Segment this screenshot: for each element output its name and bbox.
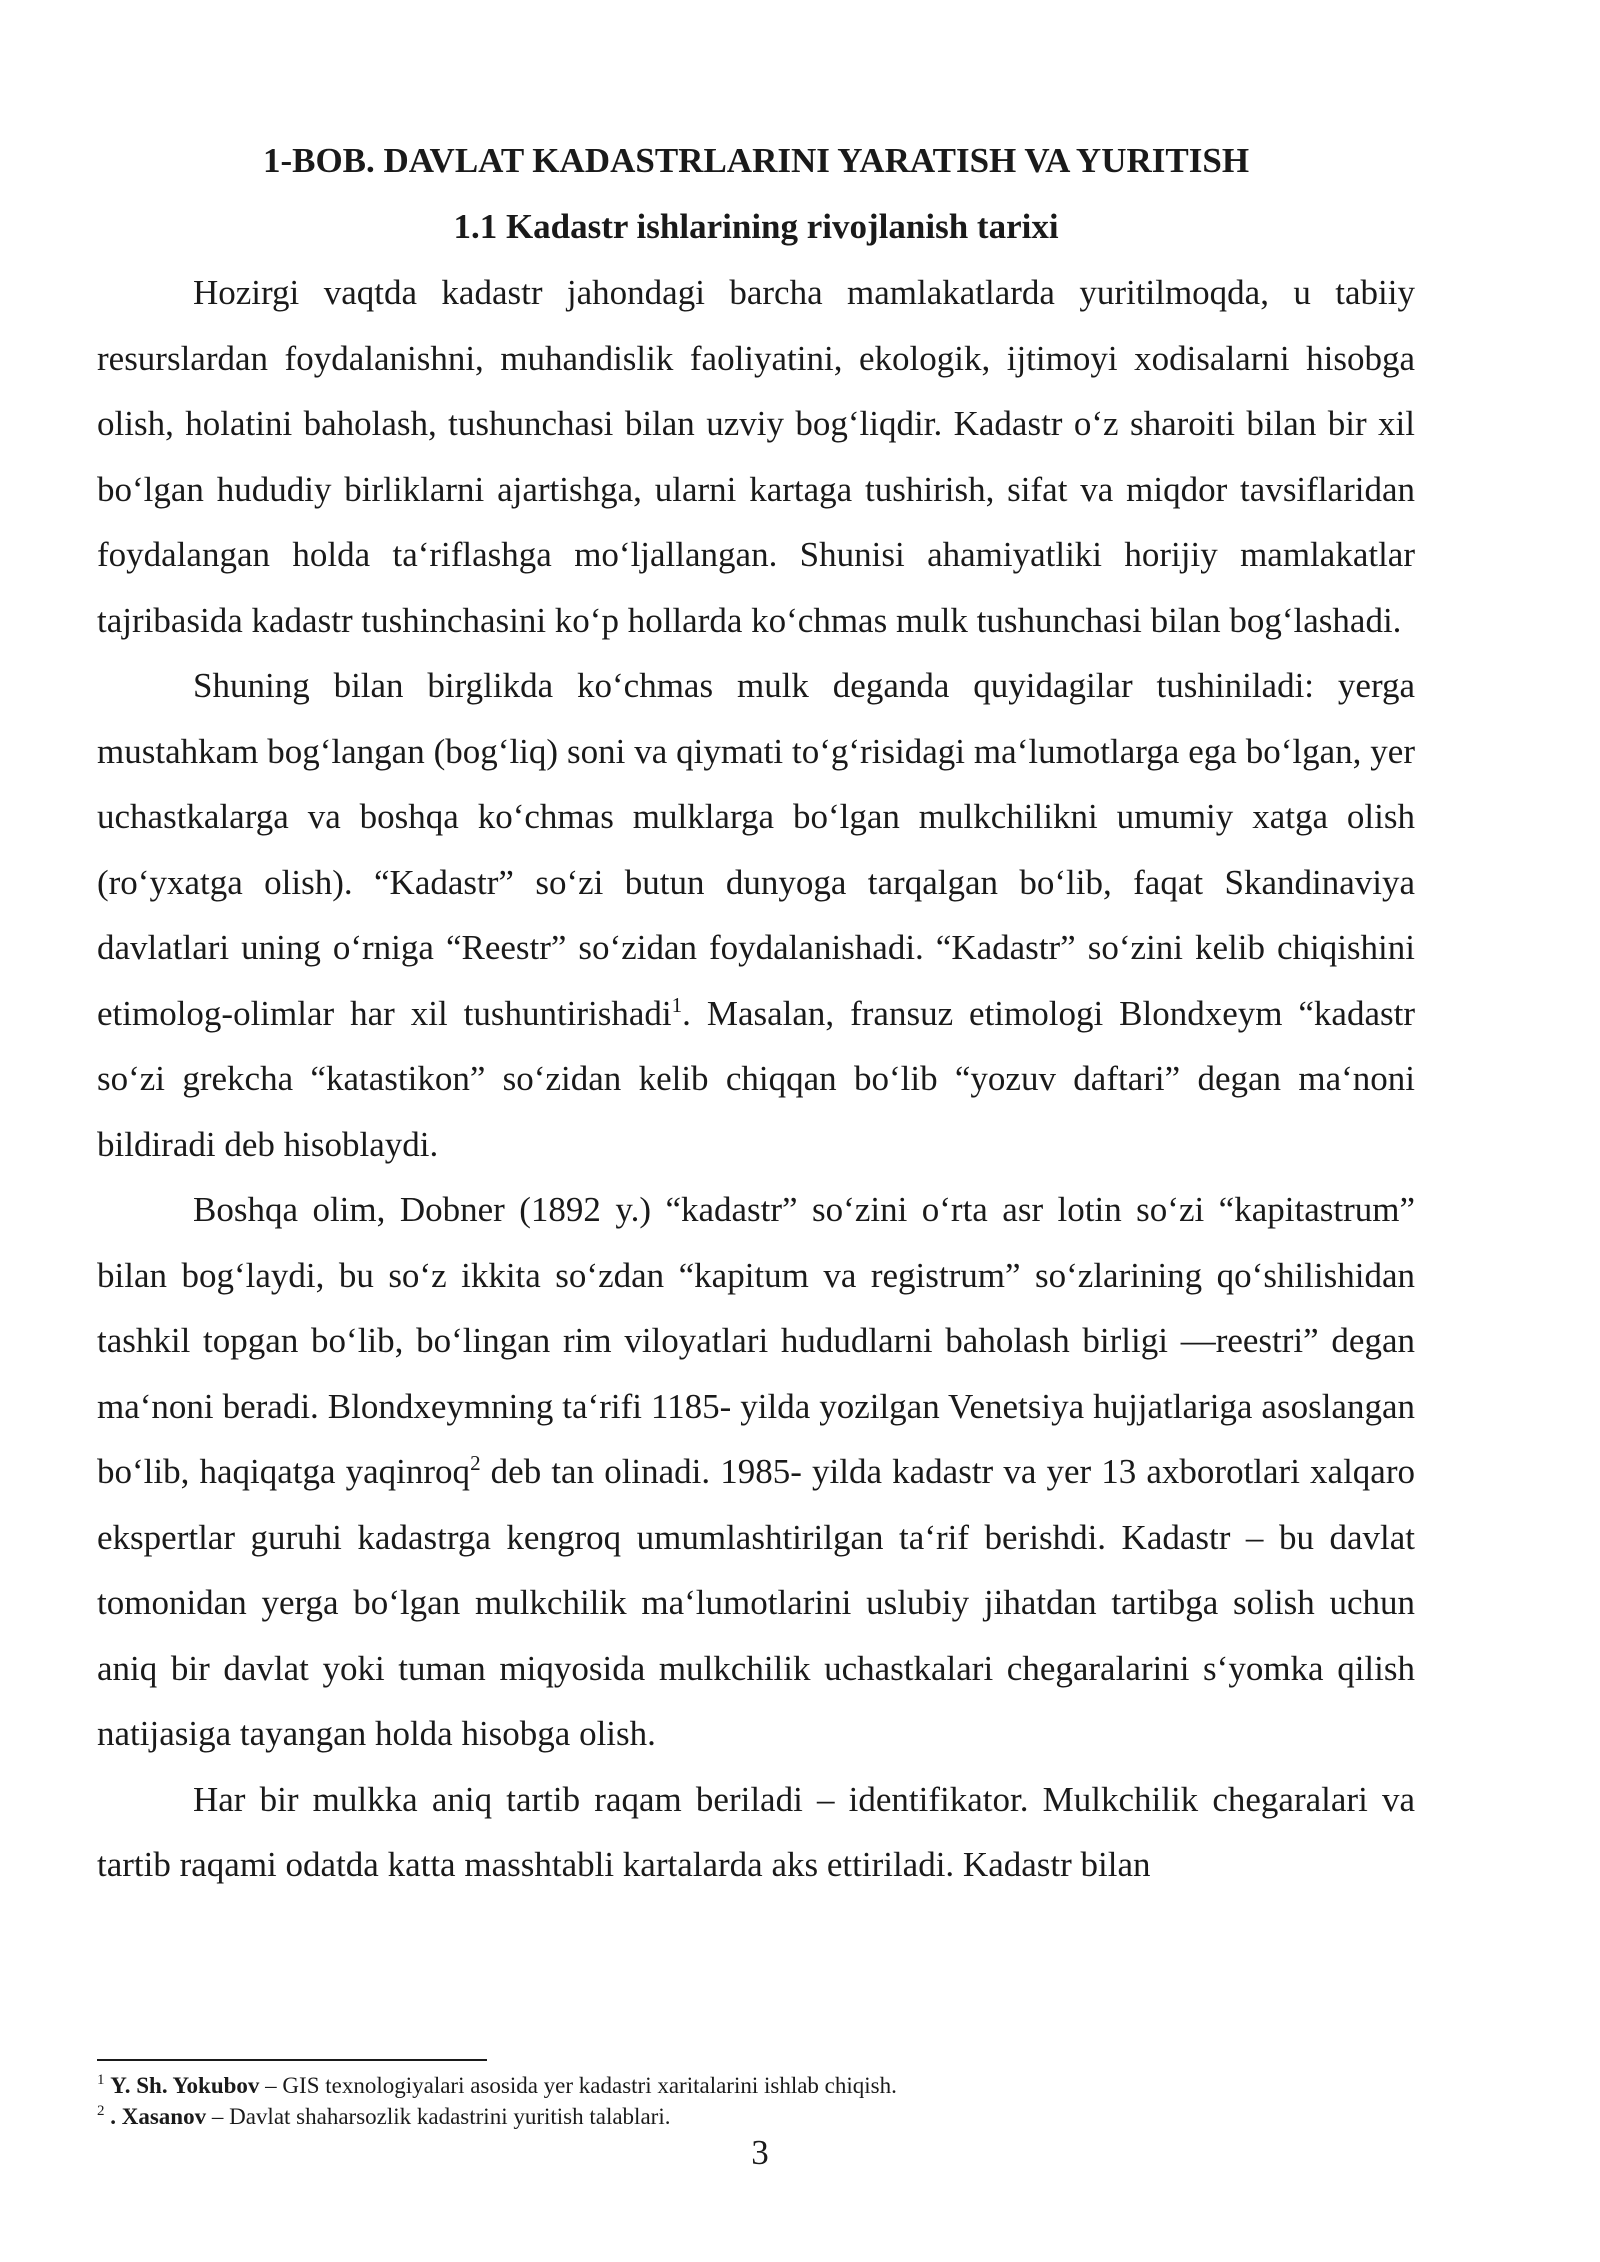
footnote-author-1: Y. Sh. Yokubov: [110, 2073, 260, 2098]
footnote-mark-2: 2: [97, 2103, 105, 2119]
paragraph-2: [97, 653, 1415, 1177]
paragraph-1: Hozirgi vaqtda kadastr jahondagi barcha mamlakatlarda yuritilmoqda, u tabiiy resurslardan foydalanishni, muhandislik faoliyatini, ekologik, ijtimoyi xodisalarni hisobga olish, holatini baholash, tushunchasi bilan uzviy bog‘liqdir. Kadastr o‘z sharoiti bilan bir xil bo‘lgan hududiy birliklarni ajartishga, ularni kartaga tushirish, sifat va miqdor tavsiflaridan foydalangan holda ta‘riflashga mo‘ljallangan. Shunisi ahamiyatliki horijiy mamlakatlar tajribasida kadastr tushinchasini ko‘p hollarda ko‘chmas mulk tushunchasi bilan bog‘lashadi.: [97, 273, 1415, 640]
paragraph-3-text-b: deb tan olinadi. 1985- yilda kadastr va yer 13 axborotlari xalqaro ekspertlar guruhi kadastrga kengroq umumlashtirilgan ta‘rif berishdi. Kadastr – bu davlat tomonidan yerga bo‘lgan mulkchilik ma‘lumotlarini uslubiy jihatdan tartibga solish uchun aniq bir davlat yoki tuman miqyosida mulkchilik uchastkalari chegaralarini s‘yomka qilish natijasiga tayangan holda hisobga olish.: [97, 1452, 1416, 1753]
footnote-text-2: – Davlat shaharsozlik kadastrini yuritish talablari.: [206, 2104, 671, 2129]
section-title: 1.1 Kadastr ishlarining rivojlanish tarixi: [453, 207, 1059, 246]
footnote-ref-2[interactable]: 2: [470, 1451, 481, 1475]
footnote-divider: [97, 2059, 487, 2061]
footnotes: [97, 2070, 1415, 2132]
page-number: 3: [751, 2133, 769, 2172]
footnote-text-1: – GIS texnologiyalari asosida yer kadastri xaritalarini ishlab chiqish.: [259, 2073, 897, 2098]
paragraph-4: Har bir mulkka aniq tartib raqam beriladi – identifikator. Mulkchilik chegaralari va tartib raqami odatda katta masshtabli kartalarda aks ettiriladi. Kadastr bilan: [97, 1779, 1415, 1884]
footnote-2: [97, 2101, 1415, 2132]
paragraph-3-text-a: Boshqa olim, Dobner (1892 y.) “kadastr” so‘zini o‘rta asr lotin so‘zi “kapitastrum” bilan bog‘laydi, bu so‘z ikkita so‘zdan “kapitum va registrum” so‘zlarining qo‘shilishidan tashkil topgan bo‘lib, bo‘lingan rim viloyatlari hududlarni baholash birligi ―reestri” degan ma‘noni beradi. Blondxeymning ta‘rifi 1185- yilda yozilgan Venetsiya hujjatlariga asoslangan bo‘lib, haqiqatga yaqinroq: [97, 1190, 1415, 1491]
paragraph-2-text-b: . Masalan, fransuz etimologi Blondxeym “kadastr so‘zi grekcha “katastikon” so‘zidan kelib chiqqan bo‘lib “yozuv daftari” degan ma‘noni bildiradi deb hisoblaydi.: [97, 993, 1415, 1164]
footnote-ref-1[interactable]: 1: [671, 992, 683, 1017]
paragraph-3: [97, 1177, 1415, 1767]
footnote-mark-1: 1: [97, 2072, 105, 2088]
chapter-title: 1-BOB. DAVLAT KADASTRLARINI YARATISH VA YURITISH: [262, 141, 1250, 180]
footnote-1: [97, 2070, 1415, 2101]
page-body: [97, 128, 1415, 1898]
footnote-author-2: . Xasanov: [110, 2104, 207, 2129]
paragraph-2-text-a: Shuning bilan birglikda ko‘chmas mulk deganda quyidagilar tushiniladi: yerga mustahkam bog‘langan (bog‘liq) soni va qiymati to‘g‘risidagi ma‘lumotlarga ega bo‘lgan, yer uchastkalarga va boshqa ko‘chmas mulklarga bo‘lgan mulkchilikni umumiy xatga olish (ro‘yxatga olish). “Kadastr” so‘zi butun dunyoga tarqalgan bo‘lib, faqat Skandinaviya davlatlari uning o‘rniga “Reestr” so‘zidan foydalanishadi. “Kadastr” so‘zini kelib chiqishini etimolog-olimlar har xil tushuntirishadi: [97, 666, 1415, 1033]
